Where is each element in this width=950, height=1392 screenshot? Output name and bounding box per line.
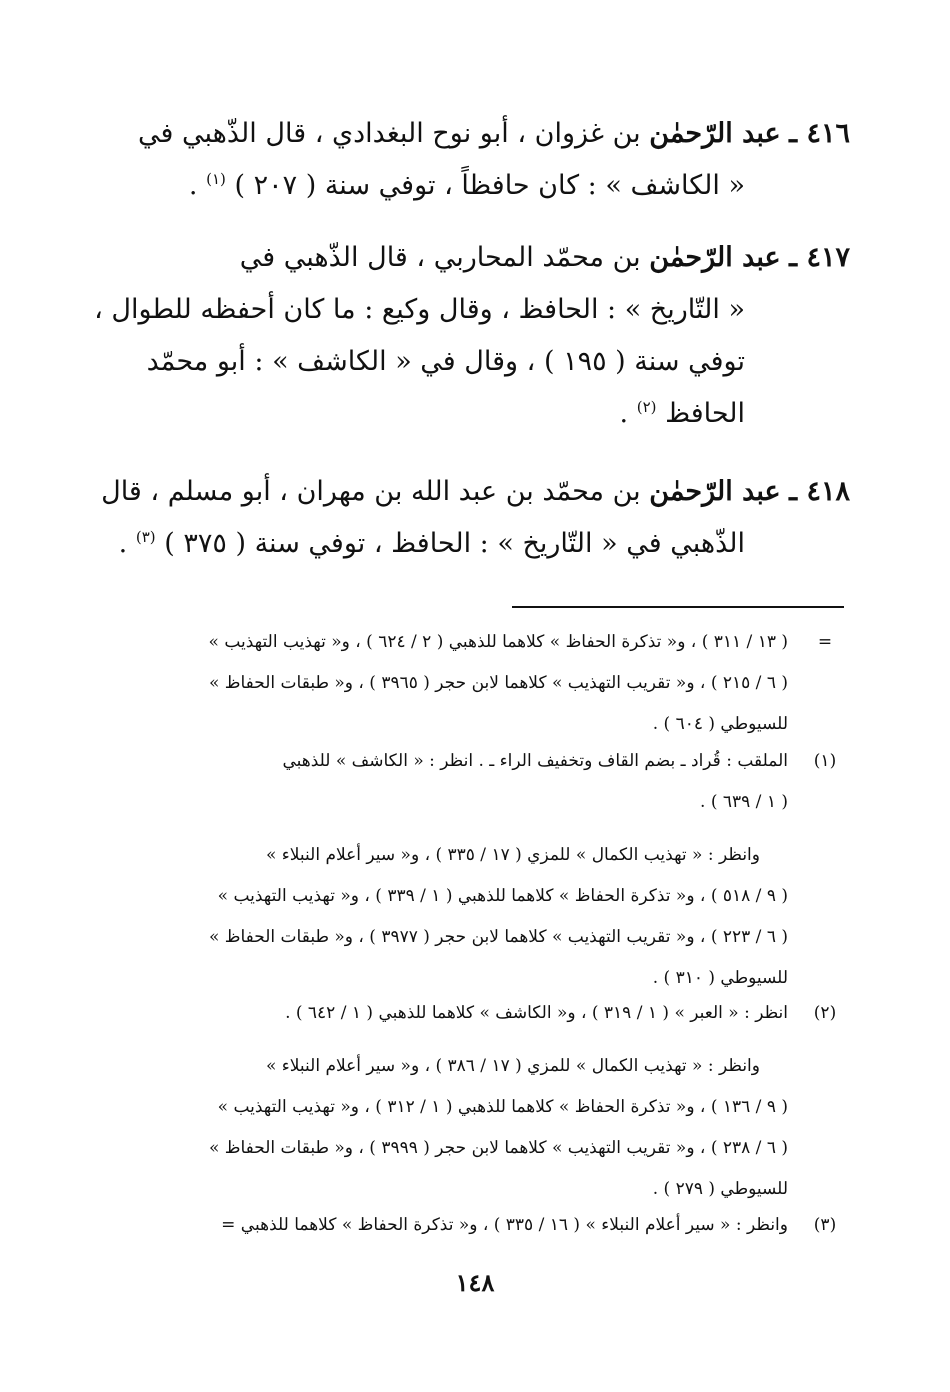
entry-end: . <box>118 528 128 559</box>
entry-end: . <box>619 398 629 429</box>
footnote-ref[interactable]: (٣) <box>135 528 156 546</box>
footnote-1-extra <box>80 835 850 999</box>
entry-text: توفي سنة ( ١٩٥ ) ، وقال في « الكاشف » : أبو محمّد <box>146 346 745 377</box>
entry-text: « الكاشف » : كان حافظاً ، توفي سنة ( ٢٠٧ ) <box>234 170 745 201</box>
entry-text: الذّهبي في « التّاريخ » : الحافظ ، توفي سنة ( ٣٧٥ ) <box>164 528 745 559</box>
entry-number: ٤١٨ ـ <box>789 476 850 507</box>
entry-line <box>90 388 850 440</box>
footnote-mark: (٢) <box>813 1003 837 1023</box>
footnote-line: ( ٩ / ١٣٦ ) ، و« تذكرة الحفاظ » كلاهما للذهبي ( ١ / ٣١٢ ) ، و« تهذيب التهذيب » <box>217 1097 788 1117</box>
footnote-3 <box>80 1205 850 1246</box>
footnote-line: ( ٦ / ٢١٥ ) ، و« تقريب التهذيب » كلاهما لابن حجر ( ٣٩٦٥ ) ، و« طبقات الحفاظ » <box>208 673 788 693</box>
entry-text: بن محمّد بن عبد الله بن مهران ، أبو مسلم ، قال <box>101 476 641 507</box>
entry-number: ٤١٦ ـ <box>789 118 850 149</box>
entry-line <box>90 518 850 570</box>
footnote-continuation <box>80 622 850 745</box>
entry-line <box>90 232 850 284</box>
footnote-line: انظر : « العبر » ( ١ / ٣١٩ ) ، و« الكاشف » كلاهما للذهبي ( ١ / ٦٤٢ ) . <box>285 1003 788 1023</box>
footnote-line: وانظر : « تهذيب الكمال » للمزي ( ١٧ / ٣٣٥ ) ، و« سير أعلام النبلاء » <box>265 845 760 865</box>
entry-text: بن محمّد المحاربي ، قال الذّهبي في <box>239 242 641 273</box>
footnote-divider <box>512 606 844 608</box>
entry-text: الحافظ <box>665 398 745 429</box>
entry-line <box>90 284 850 336</box>
page-number: ١٤٨ <box>455 1268 495 1297</box>
footnote-2 <box>80 993 850 1034</box>
footnote-mark: (١) <box>813 751 837 771</box>
entry-text: « التّاريخ » : الحافظ ، وقال وكيع : ما كان أحفظه للطوال ، <box>94 294 745 325</box>
footnote-line: ( ٩ / ٥١٨ ) ، و« تذكرة الحفاظ » كلاهما للذهبي ( ١ / ٣٣٩ ) ، و« تهذيب التهذيب » <box>217 886 788 906</box>
footnote-line: ( ٦ / ٢٢٣ ) ، و« تقريب التهذيب » كلاهما لابن حجر ( ٣٩٧٧ ) ، و« طبقات الحفاظ » <box>208 927 788 947</box>
footnote-line: للسيوطي ( ٦٠٤ ) . <box>652 714 788 734</box>
footnote-line: للسيوطي ( ٣١٠ ) . <box>652 968 788 988</box>
entry-name: عبد الرّحمٰن <box>649 118 781 149</box>
footnote-line: ( ٦ / ٢٣٨ ) ، و« تقريب التهذيب » كلاهما لابن حجر ( ٣٩٩٩ ) ، و« طبقات الحفاظ » <box>208 1138 788 1158</box>
entry-name: عبد الرّحمٰن <box>649 242 781 273</box>
footnote-line: للسيوطي ( ٢٧٩ ) . <box>652 1179 788 1199</box>
entry-text: بن غزوان ، أبو نوح البغدادي ، قال الذّهبي في <box>138 118 641 149</box>
footnote-ref[interactable]: (١) <box>206 170 226 188</box>
entry-name: عبد الرّحمٰن <box>649 476 781 507</box>
footnote-mark: = <box>817 632 833 652</box>
entry-418 <box>90 466 850 570</box>
entry-line <box>90 160 850 212</box>
entry-line <box>90 336 850 388</box>
entry-line <box>90 466 850 518</box>
footnote-line: ( ١ / ٦٣٩ ) . <box>700 792 788 812</box>
footnote-line: وانظر : « تهذيب الكمال » للمزي ( ١٧ / ٣٨٦ ) ، و« سير أعلام النبلاء » <box>265 1056 760 1076</box>
entry-end: . <box>188 170 198 201</box>
footnote-mark: (٣) <box>813 1215 837 1235</box>
footnote-ref[interactable]: (٢) <box>636 398 657 416</box>
entry-416 <box>90 108 850 212</box>
footnote-line: وانظر : « سير أعلام النبلاء » ( ١٦ / ٣٣٥ ) ، و« تذكرة الحفاظ » كلاهما للذهبي = <box>221 1215 788 1235</box>
footnote-line: ( ١٣ / ٣١١ ) ، و« تذكرة الحفاظ » كلاهما للذهبي ( ٢ / ٦٢٤ ) ، و« تهذيب التهذيب » <box>208 632 788 652</box>
entry-line <box>90 108 850 160</box>
footnote-1 <box>80 741 850 823</box>
entry-number: ٤١٧ ـ <box>789 242 850 273</box>
entry-417 <box>90 232 850 440</box>
footnote-line: الملقب : قُراد ـ بضم القاف وتخفيف الراء ـ . انظر : « الكاشف » للذهبي <box>282 751 788 771</box>
footnote-2-extra <box>80 1046 850 1210</box>
